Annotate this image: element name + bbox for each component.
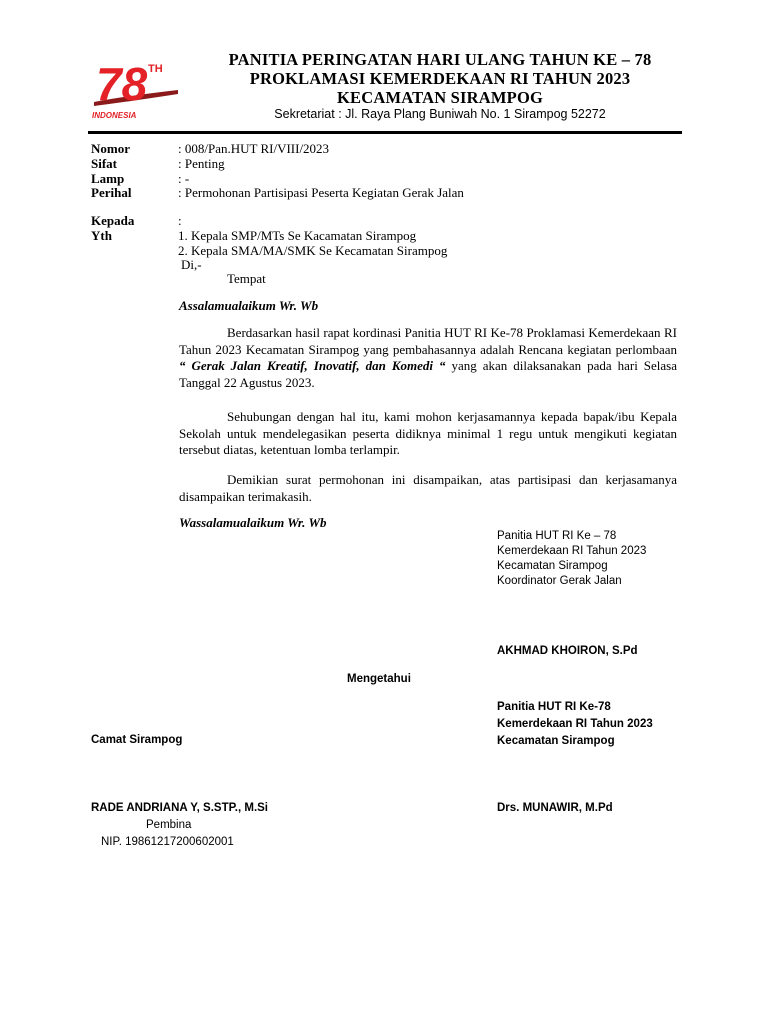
- nomor-label: Nomor: [91, 141, 130, 156]
- chair-line-2: Kemerdekaan RI Tahun 2023: [497, 718, 653, 730]
- signature-coordinator: [497, 529, 646, 589]
- paragraph-1-text-a: Berdasarkan hasil rapat kordinasi Panitia HUT RI Ke-78 Proklamasi Kemerdekaan RI Tahun 2023 Kecamatan Sirampog yang pembahasannya adalah Rencana kegiatan perlombaan: [179, 325, 677, 357]
- header-line-1: PANITIA PERINGATAN HARI ULANG TAHUN KE – 78: [228, 50, 652, 69]
- camat-title: Camat Sirampog: [91, 734, 183, 746]
- header-line-2: PROKLAMASI KEMERDEKAAN RI TAHUN 2023: [249, 69, 631, 88]
- paragraph-3: [179, 472, 677, 505]
- greeting: Assalamualaikum Wr. Wb: [179, 298, 319, 313]
- camat-name: RADE ANDRIANA Y, S.STP., M.Si: [91, 802, 269, 814]
- chair-name: Drs. MUNAWIR, M.Pd: [497, 802, 613, 814]
- recipient-item-1: 1. Kepala SMP/MTs Se Kacamatan Sirampog: [178, 228, 417, 243]
- yth-label: Yth: [91, 228, 112, 243]
- recipient-di: Di,-: [181, 257, 202, 272]
- recipient-place: Tempat: [227, 271, 266, 286]
- sifat-value: : Penting: [178, 156, 225, 171]
- kepada-colon: :: [178, 213, 182, 228]
- nomor-value: : 008/Pan.HUT RI/VIII/2023: [178, 141, 330, 156]
- paragraph-1: [179, 325, 677, 391]
- logo-number: 78: [96, 58, 148, 110]
- event-name: “ Gerak Jalan Kreatif, Inovatif, dan Komedi “: [179, 358, 446, 373]
- sifat-label: Sifat: [91, 156, 117, 171]
- logo-caption: INDONESIA: [92, 111, 137, 120]
- coordinator-line-1: Panitia HUT RI Ke – 78: [497, 530, 617, 542]
- camat-nip: NIP. 19861217200602001: [101, 836, 234, 848]
- logo-superscript: TH: [148, 63, 163, 75]
- camat-role: Pembina: [146, 819, 192, 831]
- header-divider: [88, 131, 682, 134]
- secretariat-address: Sekretariat : Jl. Raya Plang Buniwah No. 1 Sirampog 52272: [274, 107, 606, 121]
- coordinator-line-2: Kemerdekaan RI Tahun 2023: [497, 545, 647, 557]
- paragraph-1-text-b: yang akan dilaksanakan pada hari Selasa Tanggal 22 Agustus 2023.: [179, 358, 677, 390]
- recipient-item-2: 2. Kepala SMA/MA/SMK Se Kecamatan Sirampog: [178, 243, 448, 258]
- coordinator-line-4: Koordinator Gerak Jalan: [497, 575, 622, 587]
- header-line-3: KECAMATAN SIRAMPOG: [336, 88, 544, 107]
- signature-chair: [497, 699, 653, 750]
- lamp-value: : -: [178, 171, 190, 186]
- lamp-label: Lamp: [91, 171, 125, 186]
- coordinator-line-3: Kecamatan Sirampog: [497, 560, 608, 572]
- paragraph-2-text: Sehubungan dengan hal itu, kami mohon kerjasamannya kepada bapak/ibu Kepala Sekolah untuk mendelegasikan peserta didiknya minimal 1 regu untuk mengikuti kegiatan tersebut diatas, ketentuan lomba terlampir.: [179, 409, 677, 457]
- coordinator-name: AKHMAD KHOIRON, S.Pd: [497, 645, 638, 657]
- paragraph-2: [179, 409, 677, 459]
- chair-line-1: Panitia HUT RI Ke-78: [497, 701, 611, 713]
- perihal-label: Perihal: [91, 185, 132, 200]
- hut-ri-78-logo: [86, 56, 186, 126]
- mengetahui-label: Mengetahui: [347, 673, 411, 685]
- paragraph-3-text: Demikian surat permohonan ini disampaikan, atas partisipasi dan kerjasamanya disampaikan terimakasih.: [179, 472, 677, 504]
- closing: Wassalamualaikum Wr. Wb: [179, 515, 327, 530]
- chair-line-3: Kecamatan Sirampog: [497, 735, 615, 747]
- kepada-label: Kepada: [91, 213, 135, 228]
- perihal-value: : Permohonan Partisipasi Peserta Kegiatan Gerak Jalan: [178, 185, 464, 200]
